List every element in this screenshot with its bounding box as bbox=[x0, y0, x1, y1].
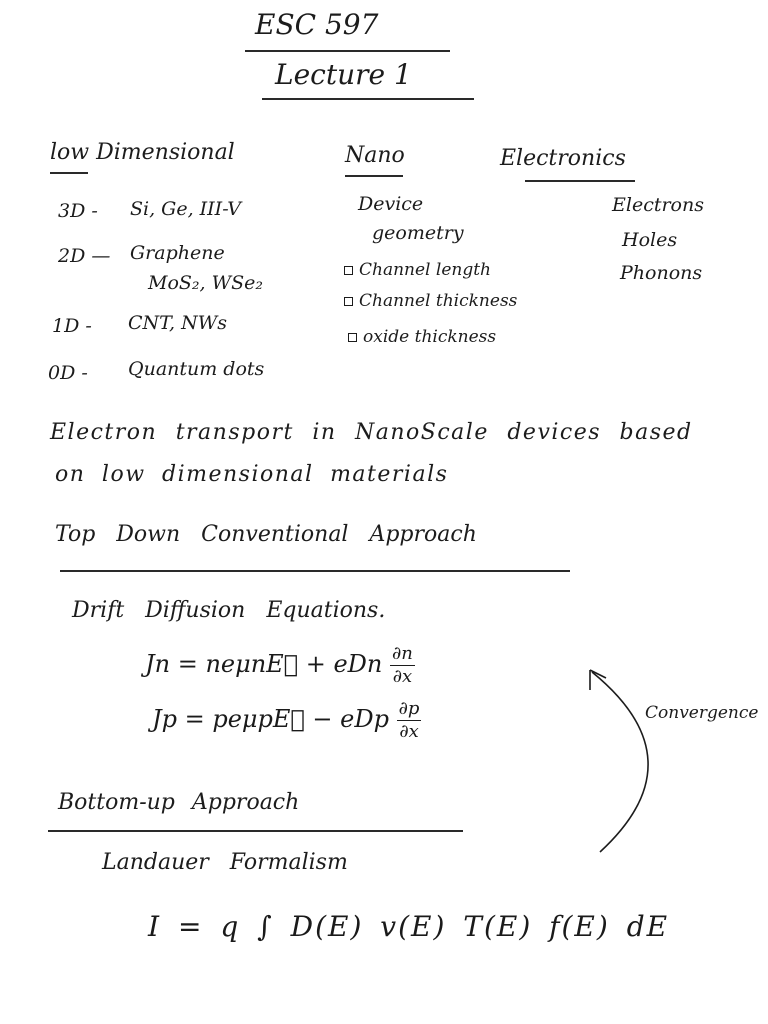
lecture-title: Lecture 1 bbox=[275, 58, 412, 91]
device-item-channel-length: Channel length bbox=[344, 260, 491, 280]
course-title: ESC 597 bbox=[255, 8, 379, 41]
col-electronics: Electronics bbox=[500, 146, 626, 171]
jn-fraction: $\frac{\partial n}{\partial x}$ bbox=[392, 643, 413, 687]
dim-2d-label: 2D — bbox=[58, 245, 111, 267]
col-low-dimensional: low Dimensional bbox=[50, 140, 235, 165]
carrier-holes: Holes bbox=[622, 229, 678, 251]
jp-fraction: $\frac{\partial p}{\partial x}$ bbox=[398, 698, 420, 742]
top-down-heading: Top Down Conventional Approach bbox=[55, 522, 477, 547]
drift-diffusion-heading: Drift Diffusion Equations. bbox=[72, 598, 386, 623]
carrier-electrons: Electrons bbox=[612, 194, 704, 216]
dim-0d-label: 0D - bbox=[48, 362, 88, 384]
dim-0d-value: Quantum dots bbox=[128, 358, 265, 380]
bottom-up-underline bbox=[48, 830, 463, 832]
dim-2d-value: Graphene bbox=[130, 242, 225, 264]
carrier-phonons: Phonons bbox=[620, 262, 703, 284]
jp-lhs: Jp = peμpE⃗ − eDp bbox=[152, 705, 389, 733]
dim-3d-label: 3D - bbox=[58, 200, 98, 222]
paragraph-line-1: Electron transport in NanoScale devices based bbox=[50, 420, 693, 445]
device-title-2: geometry bbox=[372, 222, 464, 244]
dim-2d-value2: MoS₂, WSe₂ bbox=[148, 272, 264, 294]
paragraph-line-2: on low dimensional materials bbox=[55, 462, 449, 487]
jn-lhs: Jn = neμnE⃗ + eDn bbox=[145, 650, 383, 678]
landauer-heading: Landauer Formalism bbox=[102, 850, 348, 875]
col-nano: Nano bbox=[345, 143, 405, 168]
device-item-oxide-thickness: oxide thickness bbox=[348, 327, 496, 347]
device-title: Device bbox=[358, 193, 424, 215]
device-item-channel-thickness: Channel thickness bbox=[344, 291, 517, 311]
convergence-label: Convergence bbox=[645, 703, 759, 723]
landauer-formula: I = q ∫ D(E) v(E) T(E) f(E) dE bbox=[148, 910, 670, 943]
bottom-up-heading: Bottom-up Approach bbox=[58, 790, 300, 815]
dim-1d-value: CNT, NWs bbox=[128, 312, 228, 334]
dim-3d-value: Si, Ge, III-V bbox=[130, 198, 241, 220]
dim-1d-label: 1D - bbox=[52, 315, 92, 337]
